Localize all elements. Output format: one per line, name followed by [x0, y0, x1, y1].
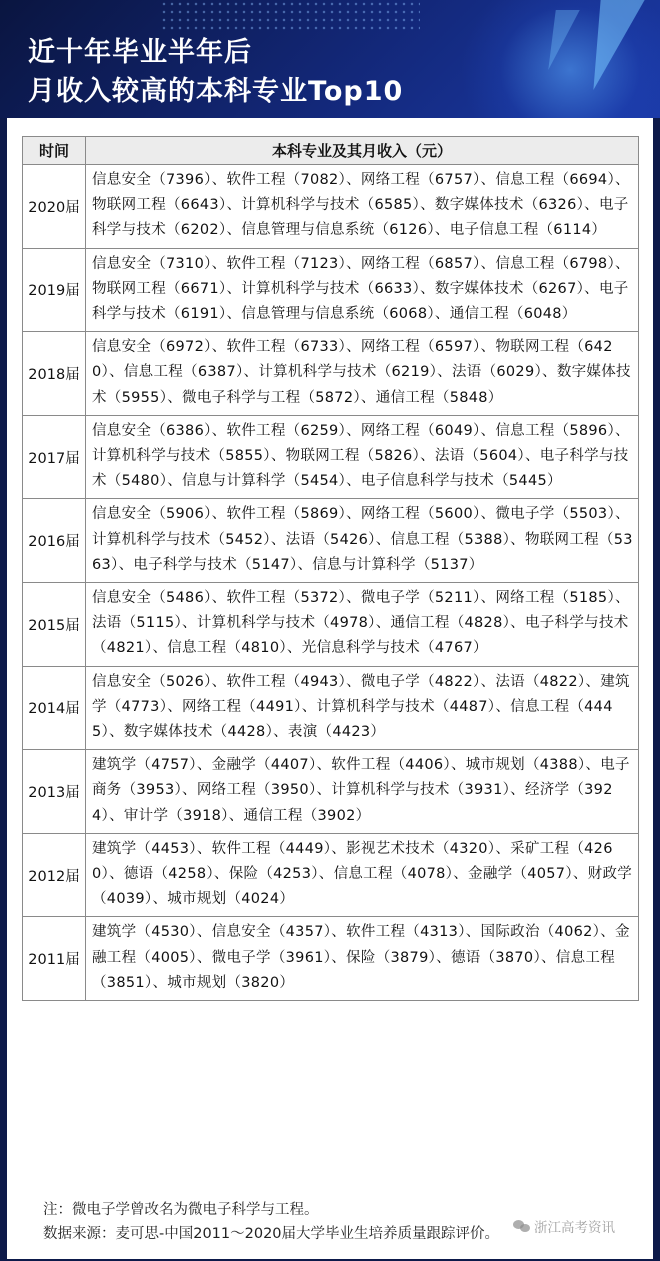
footnote-rename: 注：微电子学曾改名为微电子科学与工程。	[43, 1202, 319, 1218]
content-panel	[7, 118, 653, 1259]
row-majors: 建筑学（4757）、金融学（4407）、软件工程（4406）、城市规划（4388）、电子商务（3953）、网络工程（3950）、计算机科学与技术（3931）、经济学（3924）、审计学（3918）、通信工程（3902）	[86, 750, 639, 834]
row-year: 2019届	[23, 248, 86, 332]
row-year: 2014届	[23, 666, 86, 750]
row-year: 2020届	[23, 165, 86, 249]
row-majors: 信息安全（5906）、软件工程（5869）、网络工程（5600）、微电子学（5503）、计算机科学与技术（5452）、法语（5426）、信息工程（5388）、物联网工程（5363）、电子科学与技术（5147）、信息与计算科学（5137）	[86, 499, 639, 583]
table-row	[23, 666, 639, 750]
row-year: 2017届	[23, 415, 86, 499]
row-majors: 信息安全（7396）、软件工程（7082）、网络工程（6757）、信息工程（6694）、物联网工程（6643）、计算机科学与技术（6585）、数字媒体技术（6326）、电子科学与技术（6202）、信息管理与信息系统（6126）、电子信息工程（6114）	[86, 165, 639, 249]
table-row	[23, 583, 639, 667]
wechat-icon	[513, 1218, 531, 1234]
row-year: 2011届	[23, 917, 86, 1001]
row-year: 2018届	[23, 332, 86, 416]
table-row	[23, 499, 639, 583]
header-dot-pattern	[160, 0, 420, 30]
table-row	[23, 248, 639, 332]
table-row	[23, 332, 639, 416]
watermark-text: 浙江高考资讯	[534, 1220, 615, 1236]
row-year: 2016届	[23, 499, 86, 583]
header-banner	[0, 0, 660, 118]
table-row	[23, 415, 639, 499]
income-table	[22, 136, 639, 1001]
row-majors: 信息安全（6972）、软件工程（6733）、网络工程（6597）、物联网工程（6420）、信息工程（6387）、计算机科学与技术（6219）、法语（6029）、数字媒体技术（5955）、微电子科学与工程（5872）、通信工程（5848）	[86, 332, 639, 416]
row-majors: 信息安全（7310）、软件工程（7123）、网络工程（6857）、信息工程（6798）、物联网工程（6671）、计算机科学与技术（6633）、数字媒体技术（6267）、电子科学与技术（6191）、信息管理与信息系统（6068）、通信工程（6048）	[86, 248, 639, 332]
row-year: 2012届	[23, 833, 86, 917]
footnote-source: 数据来源：麦可思-中国2011～2020届大学毕业生培养质量跟踪评价。	[43, 1226, 500, 1242]
table-row	[23, 833, 639, 917]
footnotes	[43, 1198, 499, 1246]
row-majors: 信息安全（5026）、软件工程（4943）、微电子学（4822）、法语（4822）、建筑学（4773）、网络工程（4491）、计算机科学与技术（4487）、信息工程（4445）、数字媒体技术（4428）、表演（4423）	[86, 666, 639, 750]
row-majors: 建筑学（4530）、信息安全（4357）、软件工程（4313）、国际政治（4062）、金融工程（4005）、微电子学（3961）、保险（3879）、德语（3870）、信息工程（3851）、城市规划（3820）	[86, 917, 639, 1001]
header-majors: 本科专业及其月收入（元）	[86, 137, 639, 165]
row-majors: 信息安全（5486）、软件工程（5372）、微电子学（5211）、网络工程（5185）、法语（5115）、计算机科学与技术（4978）、通信工程（4828）、电子科学与技术（4821）、信息工程（4810）、光信息科学与技术（4767）	[86, 583, 639, 667]
table-row	[23, 165, 639, 249]
header-year: 时间	[23, 137, 86, 165]
row-year: 2015届	[23, 583, 86, 667]
table-row	[23, 917, 639, 1001]
page-title-line-1: 近十年毕业半年后	[28, 37, 252, 68]
table-row	[23, 750, 639, 834]
table-header-row	[23, 137, 639, 165]
row-majors: 信息安全（6386）、软件工程（6259）、网络工程（6049）、信息工程（5896）、计算机科学与技术（5855）、物联网工程（5826）、法语（5604）、电子科学与技术（5480）、信息与计算科学（5454）、电子信息科学与技术（5445）	[86, 415, 639, 499]
page-title-line-2: 月收入较高的本科专业Top10	[28, 76, 404, 107]
row-majors: 建筑学（4453）、软件工程（4449）、影视艺术技术（4320）、采矿工程（4260）、德语（4258）、保险（4253）、信息工程（4078）、金融学（4057）、财政学（4039）、城市规划（4024）	[86, 833, 639, 917]
watermark	[513, 1216, 615, 1236]
row-year: 2013届	[23, 750, 86, 834]
